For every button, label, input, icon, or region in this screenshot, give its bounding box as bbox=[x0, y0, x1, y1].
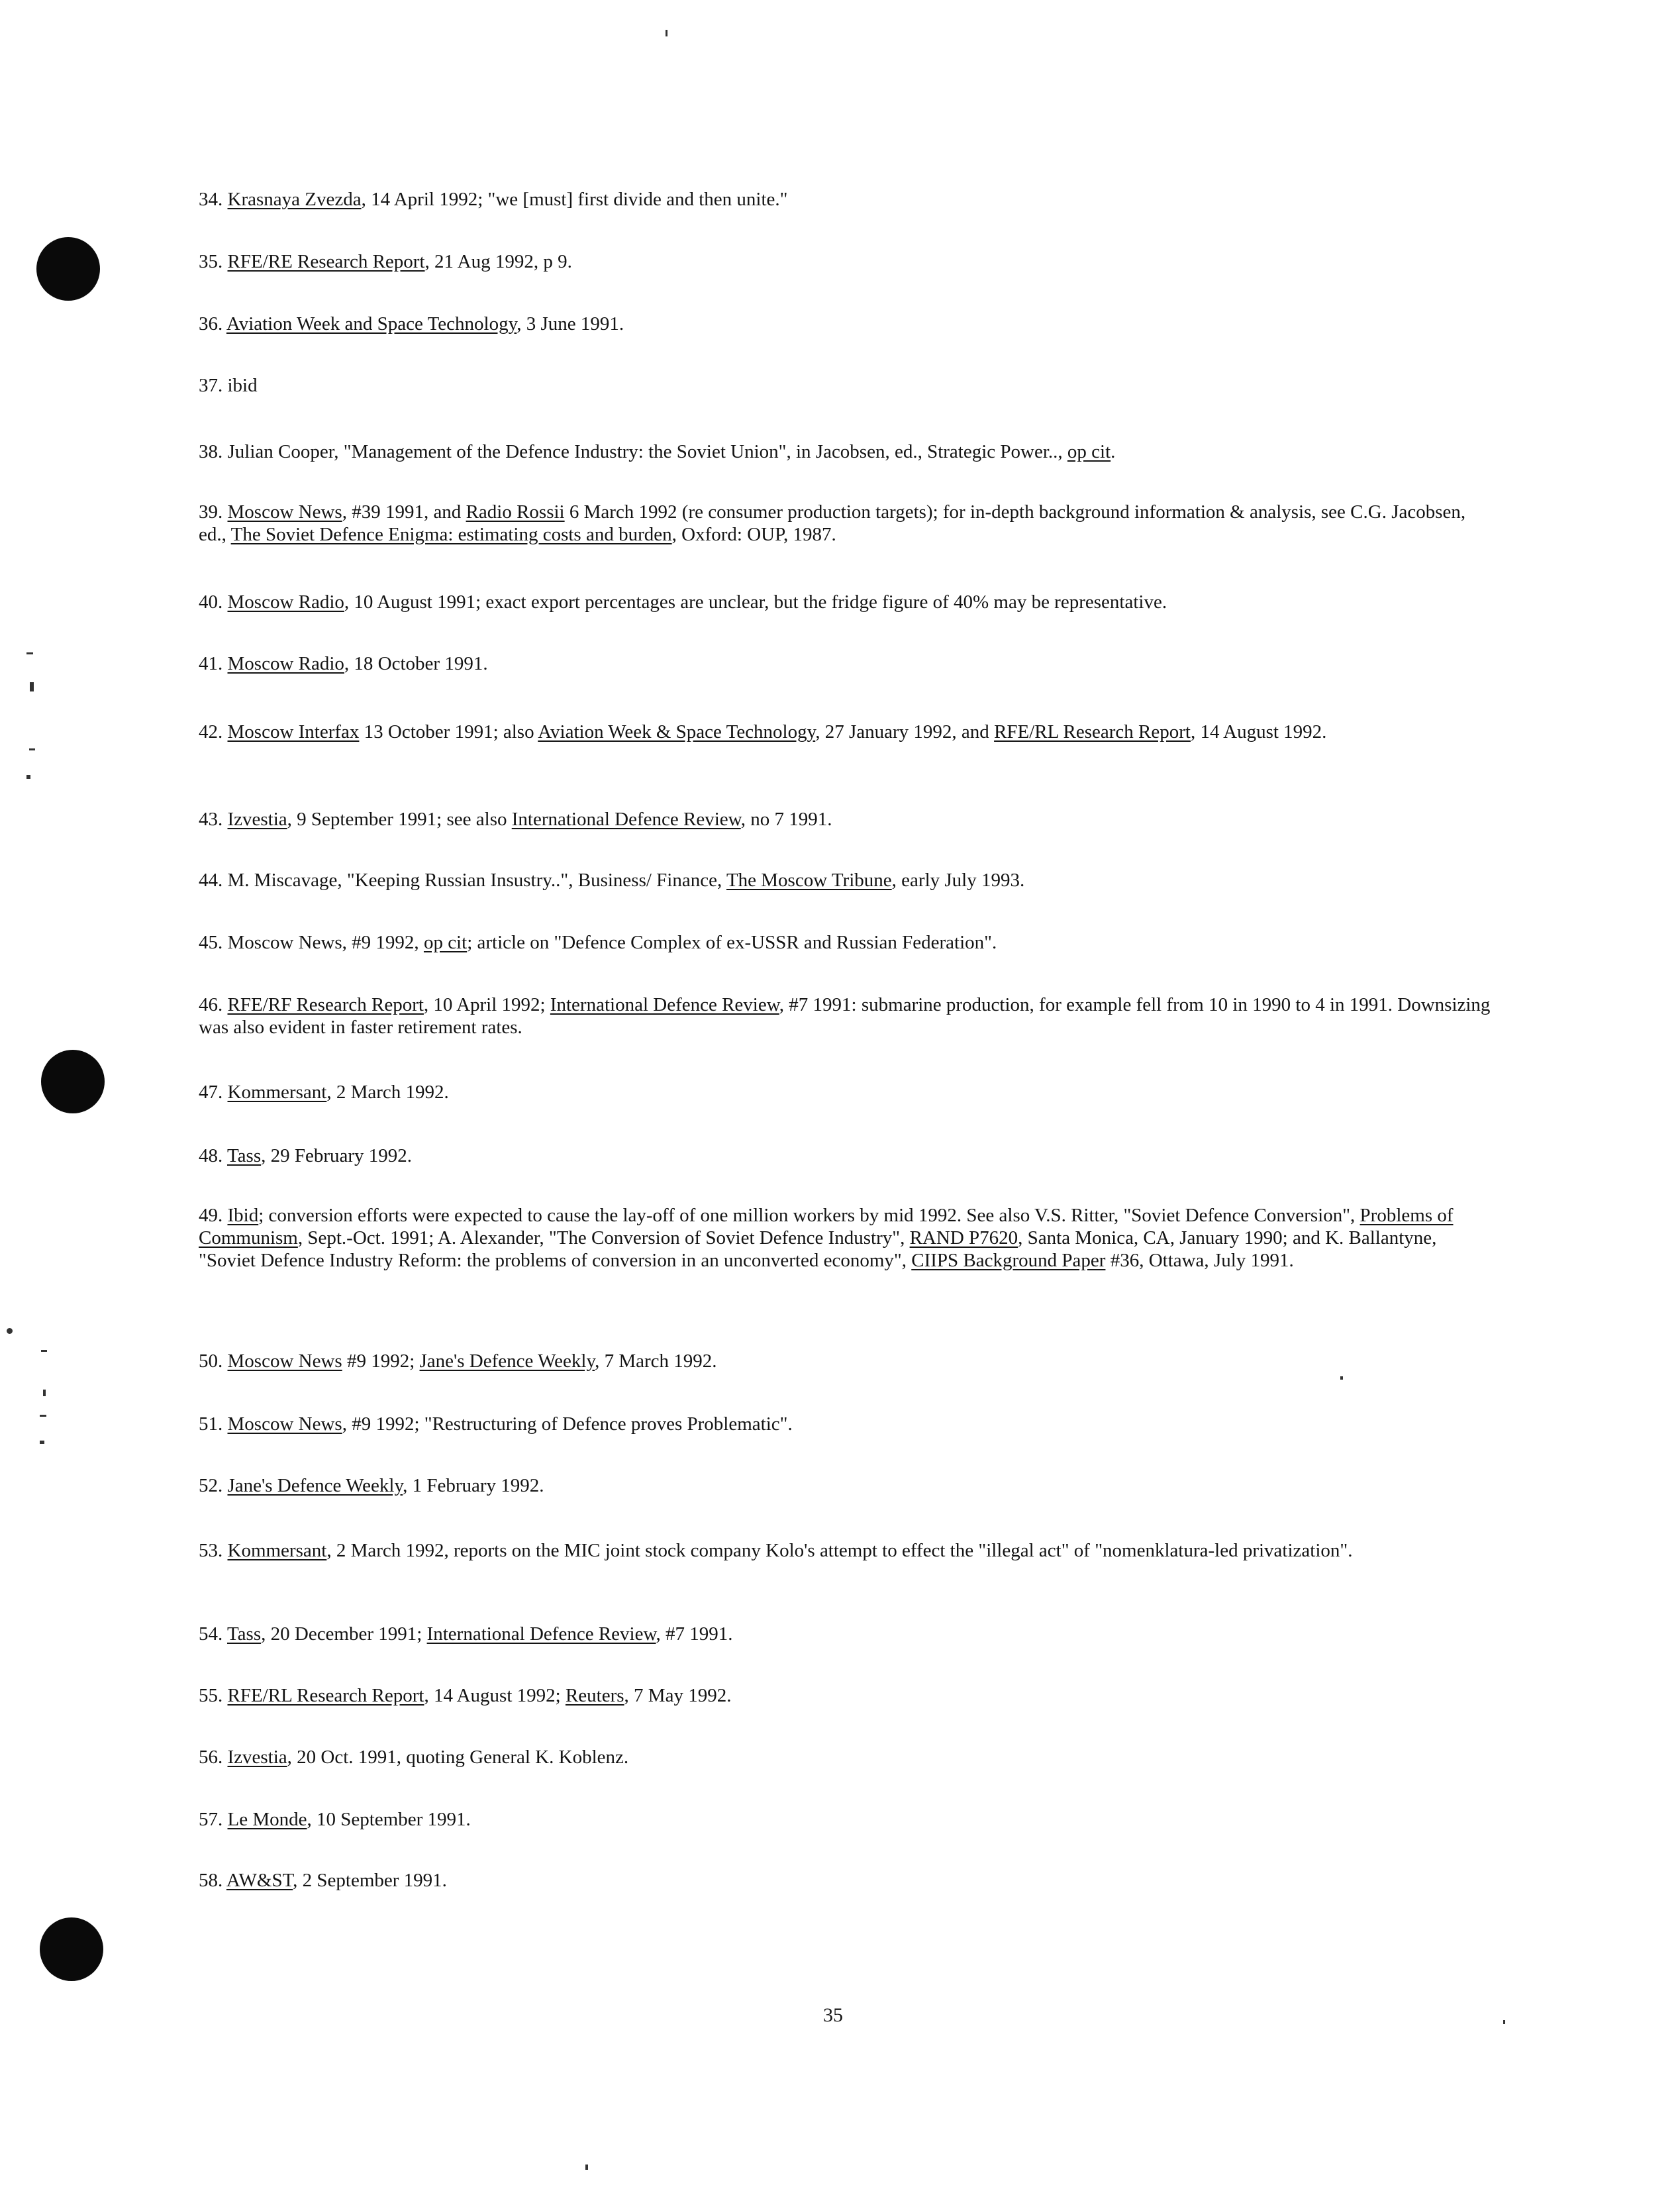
endnote-text: 57. bbox=[199, 1809, 228, 1830]
endnote-text: , 2 September 1991. bbox=[293, 1870, 447, 1891]
endnote-text: 49. bbox=[199, 1205, 228, 1226]
citation-title: Ibid bbox=[227, 1205, 259, 1226]
citation-title: The Moscow Tribune bbox=[726, 870, 892, 891]
endnote-text: 40. bbox=[199, 591, 228, 613]
citation-title: RFE/RE Research Report bbox=[227, 251, 425, 272]
endnote-38 bbox=[199, 440, 1497, 463]
endnote-42 bbox=[199, 721, 1497, 743]
citation-title: Jane's Defence Weekly bbox=[227, 1475, 403, 1496]
endnote-text: , 20 December 1991; bbox=[261, 1623, 427, 1645]
citation-title: Krasnaya Zvezda bbox=[227, 189, 362, 210]
citation-title: Izvestia bbox=[227, 1747, 287, 1768]
endnote-text: , early July 1993. bbox=[891, 870, 1025, 891]
endnote-text: ; conversion efforts were expected to cause the lay-off of one million workers by mid 1992. See also V.S. Ritter, "Soviet Defence Conversion", bbox=[258, 1205, 1360, 1226]
endnote-text: , 29 February 1992. bbox=[261, 1145, 413, 1166]
citation-title: Moscow Interfax bbox=[227, 721, 360, 742]
endnote-text: , 2 March 1992. bbox=[326, 1082, 449, 1103]
citation-title: RFE/RL Research Report bbox=[994, 721, 1191, 742]
endnote-43 bbox=[199, 808, 1497, 831]
endnote-39 bbox=[199, 501, 1497, 546]
endnote-text: #9 1992; bbox=[342, 1350, 420, 1372]
endnote-text: , 10 August 1991; exact export percentages are unclear, but the fridge figure of 40% may be representative. bbox=[344, 591, 1167, 613]
endnote-47 bbox=[199, 1081, 1497, 1103]
endnote-text: 54. bbox=[199, 1623, 227, 1645]
citation-title: Moscow News bbox=[227, 1350, 342, 1372]
endnote-49 bbox=[199, 1204, 1497, 1272]
endnote-text: , #7 1991. bbox=[656, 1623, 733, 1645]
endnote-text: 34. bbox=[199, 189, 228, 210]
endnote-text: ; article on "Defence Complex of ex-USSR and Russian Federation". bbox=[467, 932, 997, 953]
endnote-text: 35. bbox=[199, 251, 228, 272]
endnote-text: , Santa Monica, CA, January 1990; and K. Ballantyne, "Soviet Defence Industry Reform: the problems of conversion in an unconverted economy", bbox=[199, 1227, 1437, 1271]
endnote-text: , 14 August 1992; bbox=[424, 1685, 566, 1706]
citation-title: Radio Rossii bbox=[466, 501, 565, 523]
citation-title: Le Monde bbox=[227, 1809, 307, 1830]
endnote-text: 51. bbox=[199, 1413, 228, 1435]
citation-title: CIIPS Background Paper bbox=[911, 1250, 1106, 1271]
endnote-53 bbox=[199, 1539, 1497, 1562]
endnote-44 bbox=[199, 869, 1497, 892]
citation-title: op cit bbox=[1067, 441, 1111, 462]
scan-speck bbox=[585, 2165, 588, 2170]
endnote-text: , 7 May 1992. bbox=[624, 1685, 732, 1706]
scan-speck bbox=[666, 30, 667, 36]
punch-hole-bottom bbox=[40, 1917, 103, 1981]
endnote-55 bbox=[199, 1684, 1497, 1707]
endnote-text: , 20 Oct. 1991, quoting General K. Koblenz. bbox=[287, 1747, 629, 1768]
citation-title: Reuters bbox=[565, 1685, 624, 1706]
scan-speck bbox=[29, 748, 35, 750]
citation-title: Moscow Radio bbox=[227, 591, 344, 613]
endnote-text: 48. bbox=[199, 1145, 227, 1166]
endnote-41 bbox=[199, 652, 1497, 675]
scan-speck bbox=[7, 1328, 13, 1334]
endnote-text: , 18 October 1991. bbox=[344, 653, 488, 674]
scan-speck bbox=[26, 652, 33, 654]
scan-speck bbox=[40, 1441, 44, 1444]
punch-hole-middle bbox=[41, 1050, 105, 1113]
endnote-46 bbox=[199, 994, 1497, 1039]
scan-speck bbox=[41, 1350, 47, 1352]
endnote-57 bbox=[199, 1808, 1497, 1831]
scan-speck bbox=[1503, 2020, 1505, 2024]
endnote-text: 50. bbox=[199, 1350, 228, 1372]
endnote-text: 41. bbox=[199, 653, 228, 674]
citation-title: Aviation Week & Space Technology bbox=[538, 721, 816, 742]
endnote-text: 39. bbox=[199, 501, 228, 523]
endnote-text: , 27 January 1992, and bbox=[815, 721, 995, 742]
endnote-text: 55. bbox=[199, 1685, 228, 1706]
citation-title: Jane's Defence Weekly bbox=[419, 1350, 595, 1372]
endnote-text: , 10 September 1991. bbox=[307, 1809, 471, 1830]
endnote-48 bbox=[199, 1145, 1497, 1167]
endnote-text: 47. bbox=[199, 1082, 228, 1103]
endnote-text: 45. Moscow News, #9 1992, bbox=[199, 932, 424, 953]
citation-title: International Defence Review bbox=[550, 994, 779, 1015]
endnote-text: 53. bbox=[199, 1540, 228, 1561]
endnote-34 bbox=[199, 188, 1497, 211]
endnote-text: , Sept.-Oct. 1991; A. Alexander, "The Conversion of Soviet Defence Industry", bbox=[297, 1227, 910, 1248]
endnote-54 bbox=[199, 1623, 1497, 1645]
citation-title: Tass bbox=[226, 1623, 262, 1645]
endnote-text: 43. bbox=[199, 809, 228, 830]
endnote-text: , 14 April 1992; "we [must] first divide and then unite." bbox=[361, 189, 788, 210]
scan-speck bbox=[30, 682, 34, 691]
citation-title: International Defence Review bbox=[511, 809, 741, 830]
endnote-text: 36. bbox=[199, 313, 226, 334]
endnote-text: 56. bbox=[199, 1747, 228, 1768]
endnote-50 bbox=[199, 1350, 1497, 1372]
citation-title: Aviation Week and Space Technology bbox=[226, 313, 517, 334]
endnote-text: , 14 August 1992. bbox=[1191, 721, 1327, 742]
endnote-text: , 3 June 1991. bbox=[517, 313, 624, 334]
citation-title: RAND P7620 bbox=[909, 1227, 1018, 1248]
endnote-text: , 10 April 1992; bbox=[423, 994, 550, 1015]
endnote-text: 46. bbox=[199, 994, 228, 1015]
endnote-text: 6 March 1992 (re consumer production targets); for in-depth background information & analysis, see C.G. Jacobsen, ed., bbox=[199, 501, 1466, 545]
endnote-text: 13 October 1991; also bbox=[359, 721, 538, 742]
scan-speck bbox=[26, 775, 30, 779]
endnote-45 bbox=[199, 931, 1497, 954]
endnote-text: 38. Julian Cooper, "Management of the Defence Industry: the Soviet Union", in Jacobsen, ed., Strategic Power.., bbox=[199, 441, 1067, 462]
citation-title: International Defence Review bbox=[426, 1623, 656, 1645]
endnote-text: , #39 1991, and bbox=[342, 501, 466, 523]
scan-speck bbox=[1340, 1376, 1343, 1380]
endnote-40 bbox=[199, 591, 1497, 613]
citation-title: AW&ST bbox=[226, 1870, 293, 1891]
scan-speck bbox=[43, 1390, 46, 1396]
endnote-text: #36, Ottawa, July 1991. bbox=[1105, 1250, 1294, 1271]
endnote-51 bbox=[199, 1413, 1497, 1435]
endnote-37 bbox=[199, 374, 1497, 397]
endnote-58 bbox=[199, 1869, 1497, 1892]
citation-title: Izvestia bbox=[227, 809, 287, 830]
citation-title: Moscow News bbox=[227, 1413, 342, 1435]
endnote-text: , no 7 1991. bbox=[740, 809, 832, 830]
endnote-text: , 21 Aug 1992, p 9. bbox=[424, 251, 572, 272]
endnote-text: 52. bbox=[199, 1475, 228, 1496]
endnote-text: , Oxford: OUP, 1987. bbox=[671, 524, 836, 545]
endnote-56 bbox=[199, 1746, 1497, 1768]
endnote-text: , 7 March 1992. bbox=[595, 1350, 717, 1372]
citation-title: Moscow News bbox=[227, 501, 342, 523]
endnote-text: , #7 1991: submarine production, for example fell from 10 in 1990 to 4 in 1991. Downsizing was also evident in faster retirement rates. bbox=[199, 994, 1491, 1038]
scan-speck bbox=[40, 1415, 46, 1417]
citation-title: RFE/RL Research Report bbox=[227, 1685, 424, 1706]
citation-title: op cit bbox=[423, 932, 468, 953]
citation-title: Problems of Communism bbox=[199, 1205, 1454, 1248]
page-number: 35 bbox=[823, 2004, 843, 2026]
endnote-text: , #9 1992; "Restructuring of Defence proves Problematic". bbox=[342, 1413, 793, 1435]
endnote-text: 58. bbox=[199, 1870, 226, 1891]
endnote-text: , 9 September 1991; see also bbox=[287, 809, 512, 830]
citation-title: RFE/RF Research Report bbox=[227, 994, 424, 1015]
endnote-35 bbox=[199, 250, 1497, 273]
endnote-text: . bbox=[1111, 441, 1116, 462]
citation-title: Kommersant bbox=[227, 1082, 327, 1103]
endnote-52 bbox=[199, 1474, 1497, 1497]
endnote-36 bbox=[199, 313, 1497, 335]
punch-hole-top bbox=[36, 237, 100, 301]
citation-title: Kommersant bbox=[227, 1540, 327, 1561]
endnote-text: 37. ibid bbox=[199, 375, 258, 396]
citation-title: Moscow Radio bbox=[227, 653, 344, 674]
citation-title: The Soviet Defence Enigma: estimating costs and burden bbox=[230, 524, 672, 545]
endnote-text: 44. M. Miscavage, "Keeping Russian Insustry..", Business/ Finance, bbox=[199, 870, 726, 891]
citation-title: Tass bbox=[226, 1145, 262, 1166]
endnote-text: , 1 February 1992. bbox=[403, 1475, 544, 1496]
endnote-text: 42. bbox=[199, 721, 228, 742]
endnote-text: , 2 March 1992, reports on the MIC joint stock company Kolo's attempt to effect the "illegal act" of "nomenklatura-led privatization". bbox=[326, 1540, 1353, 1561]
